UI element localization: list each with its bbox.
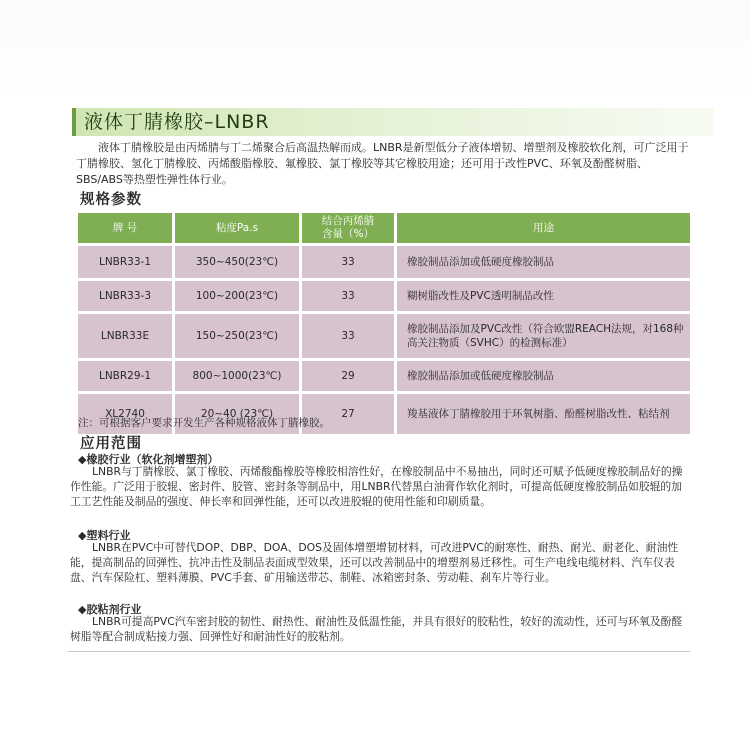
applications-heading: 应用范围 bbox=[80, 436, 142, 452]
cell-use: 糊树脂改性及PVC透明制品改性 bbox=[394, 281, 690, 311]
cell-viscosity: 20~40 (23℃) bbox=[172, 394, 299, 434]
table-row bbox=[78, 361, 690, 391]
cell-acn: 29 bbox=[299, 361, 394, 391]
title-bar bbox=[72, 108, 714, 136]
column-header-use: 用途 bbox=[394, 213, 690, 243]
top-margin bbox=[0, 0, 750, 95]
rubber-industry-heading: ◆橡胶行业（软化剂增塑剂） bbox=[78, 453, 219, 466]
cell-use: 橡胶制品添加或低硬度橡胶制品 bbox=[394, 361, 690, 391]
adhesives-industry-heading: ◆胶粘剂行业 bbox=[78, 603, 142, 616]
rubber-industry-text: LNBR与丁腈橡胶、氯丁橡胶、丙烯酸酯橡胶等橡胶相溶性好，在橡胶制品中不易抽出，同时还可赋予低硬度橡胶制品好的操作性能。广泛用于胶辊、密封件、胶管、密封条等制品中，用LNBR代替黑白油膏作软化剂时，可提高低硬度橡胶制品如胶辊的加工工艺性能及制品的强度、伸长率和回弹性能，还可以改进胶辊的使用性能和印刷质量。 bbox=[70, 465, 683, 508]
cell-grade: LNBR29-1 bbox=[78, 361, 172, 391]
table-row bbox=[78, 246, 690, 278]
cell-viscosity: 800~1000(23℃) bbox=[172, 361, 299, 391]
cell-acn: 33 bbox=[299, 281, 394, 311]
column-header-grade: 牌 号 bbox=[78, 213, 172, 243]
cell-acn: 27 bbox=[299, 394, 394, 434]
cell-viscosity: 100~200(23℃) bbox=[172, 281, 299, 311]
cell-grade: LNBR33-3 bbox=[78, 281, 172, 311]
cell-use: 羧基液体丁腈橡胶用于环氧树脂、酚醛树脂改性、粘结剂 bbox=[394, 394, 690, 434]
cell-viscosity: 350~450(23℃) bbox=[172, 246, 299, 278]
cell-grade: LNBR33E bbox=[78, 314, 172, 358]
table-row bbox=[78, 314, 690, 358]
cell-grade: LNBR33-1 bbox=[78, 246, 172, 278]
plastics-industry-text: LNBR在PVC中可替代DOP、DBP、DOA、DOS及固体增塑增韧材料，可改进PVC的耐寒性、耐热、耐光、耐老化、耐油性能，提高制品的回弹性、抗冲击性及制品表面成型效果，还可以改善制品中的增塑剂易迁移性。可生产电线电缆材料、汽车仪表盘、汽车保险杠、塑料薄膜、PVC手套、矿用输送带芯、制鞋、冰箱密封条、劳动鞋、刹车片等行业。 bbox=[70, 541, 679, 584]
page-title: 液体丁腈橡胶–LNBR bbox=[84, 111, 270, 133]
cell-use: 橡胶制品添加及PVC改性（符合欧盟REACH法规，对168种高关注物质（SVHC）的检测标准） bbox=[394, 314, 690, 358]
cell-use: 橡胶制品添加或低硬度橡胶制品 bbox=[394, 246, 690, 278]
cell-grade: XL2740 bbox=[78, 394, 172, 434]
cell-acn: 33 bbox=[299, 314, 394, 358]
spec-note: 注：可根据客户要求开发生产各种规格液体丁腈橡胶。 bbox=[78, 417, 330, 429]
spec-table bbox=[78, 210, 690, 437]
spec-table-header-row bbox=[78, 213, 690, 243]
spec-heading: 规格参数 bbox=[80, 192, 142, 208]
intro-paragraph: 液体丁腈橡胶是由丙烯腈与丁二烯聚合后高温热解而成。LNBR是新型低分子液体增韧、增塑剂及橡胶软化剂，可广泛用于丁腈橡胶、氢化丁腈橡胶、丙烯酸脂橡胶、氟橡胶、氯丁橡胶等其它橡胶用途；还可用于改性PVC、环氧及酚醛树脂、SBS/ABS等热塑性弹性体行业。 bbox=[76, 141, 689, 186]
bottom-divider bbox=[68, 651, 690, 652]
cell-viscosity: 150~250(23℃) bbox=[172, 314, 299, 358]
adhesives-industry-text: LNBR可提高PVC汽车密封胶的韧性、耐热性、耐油性及低温性能，并具有很好的胶粘性，较好的流动性，还可与环氧及酚醛树脂等配合制成粘接力强、回弹性好和耐油性好的胶粘剂。 bbox=[70, 615, 683, 643]
cell-acn: 33 bbox=[299, 246, 394, 278]
column-header-viscosity: 粘度Pa.s bbox=[172, 213, 299, 243]
table-row bbox=[78, 281, 690, 311]
plastics-industry-heading: ◆塑料行业 bbox=[78, 529, 131, 542]
column-header-acn: 结合丙烯腈 含量（%） bbox=[299, 213, 394, 243]
